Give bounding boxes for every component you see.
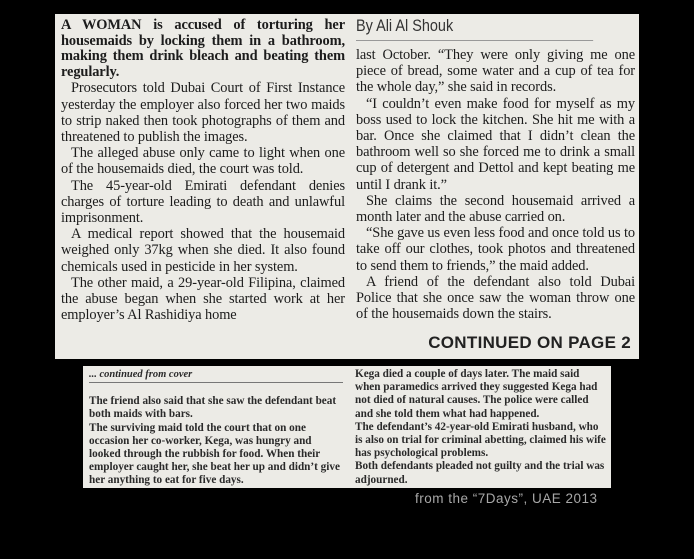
continuation-column-2: [355, 368, 607, 487]
article-paragraph: “She gave us even less food and once told us to take off our clothes, took photos and threatened to send them to friends,” the maid added.: [356, 225, 635, 274]
continuation-column-1: [89, 368, 343, 488]
article-column-1: [61, 18, 345, 323]
continuation-paragraph: The defendant’s 42-year-old Emirati husband, who is also on trial for criminal abetting, claimed his wife has psychological problems.: [355, 420, 606, 460]
article-paragraph: “I couldn’t even make food for myself as my boss used to lock the kitchen. She hit me with a bar. Once she claimed that I didn’t clean the bathroom well so she forced me to drink a small cup of detergent and Dettol and kept beating me until I drank it.”: [356, 95, 635, 193]
article-paragraph: A friend of the defendant also told Dubai Police that she once saw the woman throw one of the housemaids down the stairs.: [356, 273, 635, 323]
article-paragraph: The alleged abuse only came to light when one of the housemaids died, the court was told.: [61, 145, 345, 178]
source-credit: from the “7Days”, UAE 2013: [415, 491, 598, 506]
continuation-paragraph: The friend also said that she saw the defendant beat both maids with bars.: [89, 395, 337, 421]
continuation-clipping: [83, 366, 611, 488]
continued-from-cover-label: ... continued from cover: [89, 368, 343, 383]
continued-on-page-label: CONTINUED ON PAGE 2: [428, 333, 631, 352]
article-paragraph: The 45-year-old Emirati defendant denies charges of torture leading to death and unlawful imprisonment.: [61, 177, 345, 226]
byline: By Ali Al Shouk: [356, 16, 593, 41]
article-paragraph: last October. “They were only giving me one piece of bread, some water and a cup of tea for the whole day,” she said in records.: [356, 47, 635, 96]
article-paragraph: Prosecutors told Dubai Court of First Instance yesterday the employer also forced her two maids to strip naked then took photographs of them and threatened to publish the images.: [61, 80, 345, 145]
continuation-paragraph: The surviving maid told the court that on one occasion her co-worker, Kega, was hungry and looked through the rubbish for food. When their employer caught her, she beat her up and didn’t give her anything to eat for five days.: [89, 421, 340, 487]
continuation-paragraph: Kega died a couple of days later. The maid said when paramedics arrived they suggested Kega had not died of natural causes. The police were called and she told them what had happened.: [355, 368, 598, 420]
article-paragraph: The other maid, a 29-year-old Filipina, claimed the abuse began when she started work at her employer’s Al Rashidiya home: [61, 274, 345, 324]
article-clipping: [55, 14, 639, 359]
article-paragraph: A medical report showed that the housemaid weighed only 37kg when she died. It also found chemicals used in pesticide in her system.: [61, 226, 345, 275]
article-lead: A WOMAN is accused of torturing her housemaids by locking them in a bathroom, making them drink bleach and beating them regularly.: [61, 17, 345, 80]
article-column-2: [356, 16, 635, 322]
article-paragraph: She claims the second housemaid arrived a month later and the abuse carried on.: [356, 192, 635, 226]
continuation-paragraph: Both defendants pleaded not guilty and the trial was adjourned.: [355, 460, 605, 486]
